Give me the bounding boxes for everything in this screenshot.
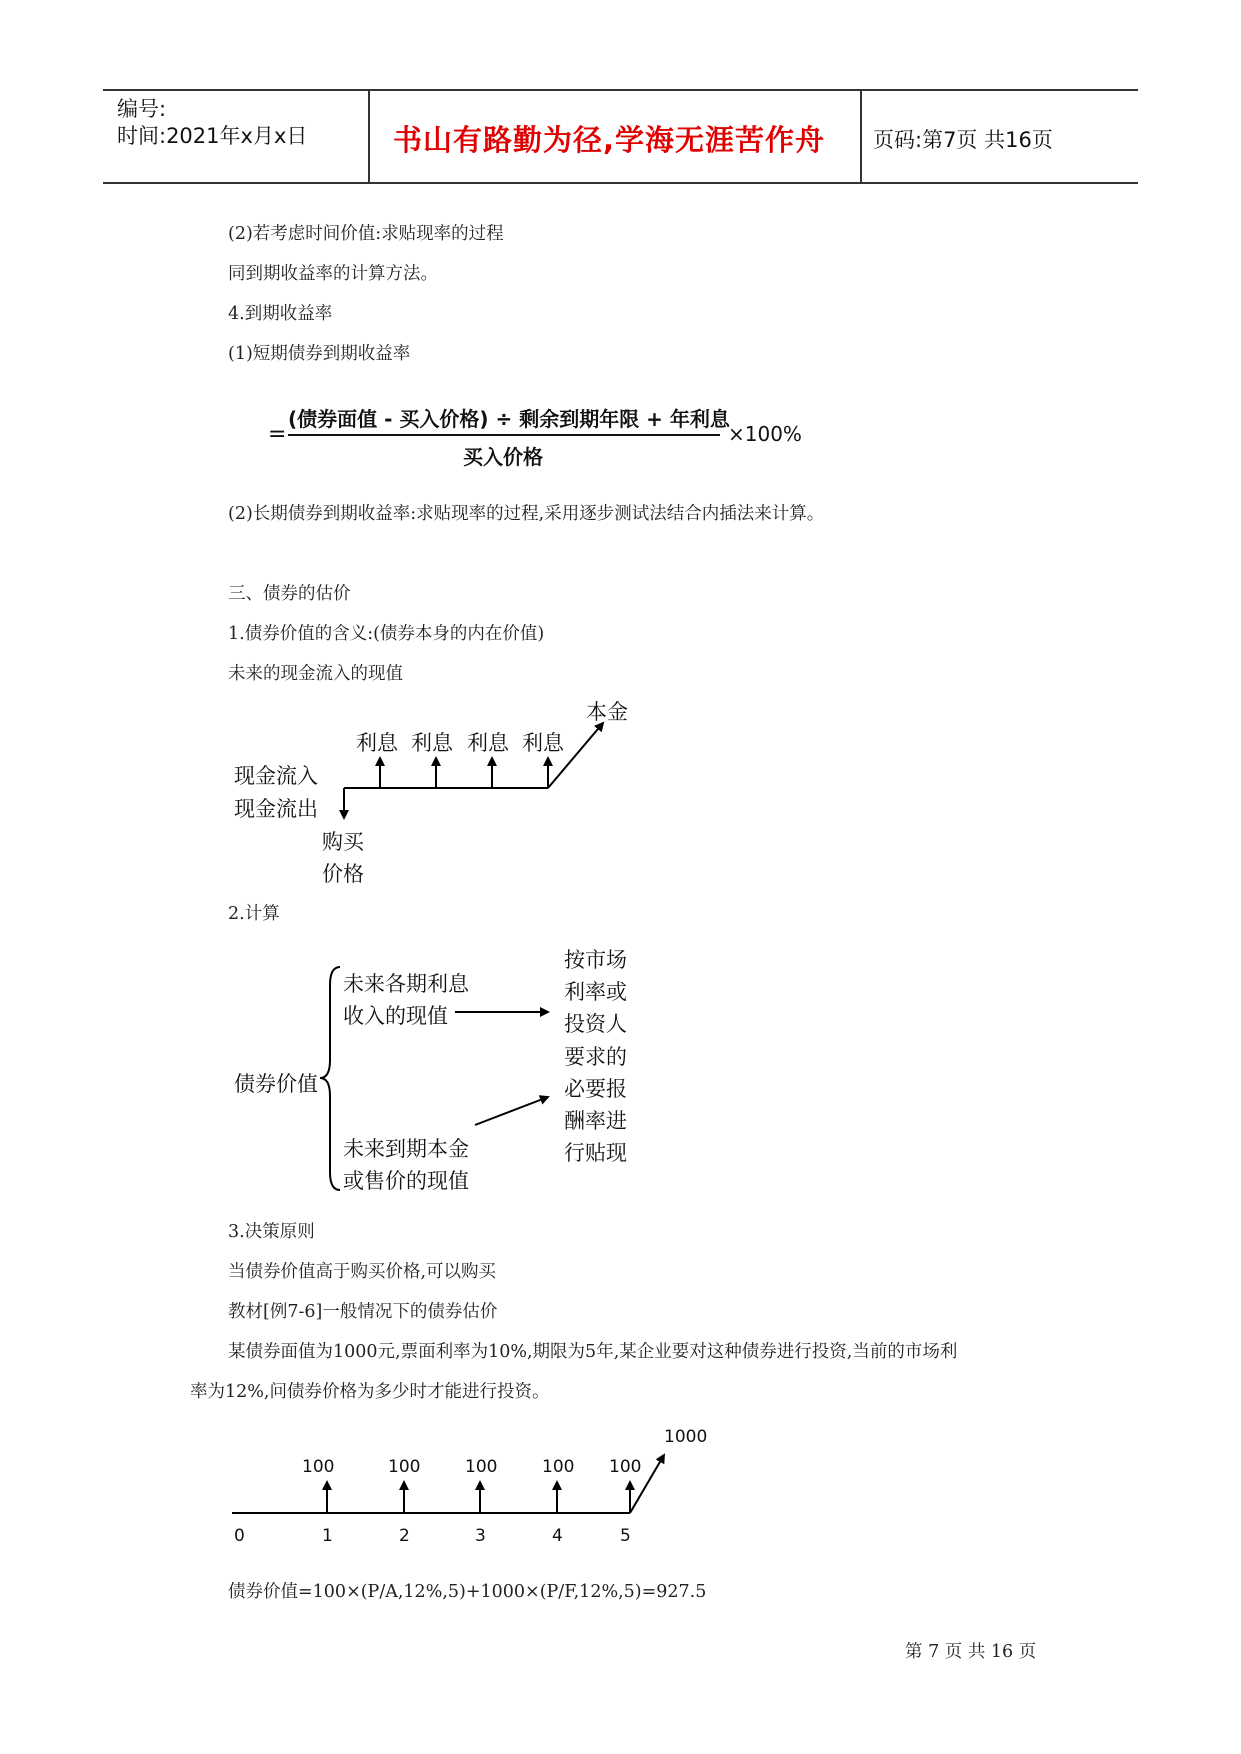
paragraph-time-value: (2)若考虑时间价值:求贴现率的过程 xyxy=(228,224,504,244)
header-page-label: 页码:第7页 共16页 xyxy=(873,128,1053,152)
timeline-tick-5: 5 xyxy=(620,1526,631,1546)
cashflow-interest-3: 利息 xyxy=(467,731,509,755)
formula-times-100: ×100% xyxy=(728,422,802,446)
formula-numerator: (债券面值 - 买入价格) ÷ 剩余到期年限 + 年利息 xyxy=(288,407,730,431)
timeline-tick-3: 3 xyxy=(475,1526,486,1546)
heading-short-term-yield: (1)短期债券到期收益率 xyxy=(228,344,411,364)
heading-decision-rule: 3.决策原则 xyxy=(228,1222,315,1242)
header-motto: 书山有路勤为径,学海无涯苦作舟 xyxy=(393,123,826,157)
valuation-bottom-line1: 未来到期本金 xyxy=(343,1137,469,1161)
cashflow-principal: 本金 xyxy=(586,700,628,724)
timeline-tick-2: 2 xyxy=(399,1526,410,1546)
cashflow-interest-4: 利息 xyxy=(522,731,564,755)
timeline-tick-4: 4 xyxy=(552,1526,563,1546)
valuation-left-label: 债券价值 xyxy=(234,1072,318,1096)
valuation-right-6: 酬率进 xyxy=(564,1109,627,1133)
paragraph-long-term-yield: (2)长期债券到期收益率:求贴现率的过程,采用逐步测试法结合内插法来计算。 xyxy=(228,504,825,524)
cashflow-interest-1: 利息 xyxy=(356,731,398,755)
valuation-right-3: 投资人 xyxy=(564,1012,627,1036)
timeline-payment-3: 100 xyxy=(465,1457,498,1477)
formula-equals: = xyxy=(268,422,287,447)
cashflow-interest-2: 利息 xyxy=(411,731,453,755)
timeline-payment-4: 100 xyxy=(542,1457,575,1477)
heading-calculation: 2.计算 xyxy=(228,904,280,924)
valuation-right-7: 行贴现 xyxy=(564,1141,627,1165)
cashflow-inflow-label: 现金流入 xyxy=(234,764,318,788)
valuation-top-line2: 收入的现值 xyxy=(343,1004,448,1028)
header-date-label: 时间:2021年x月x日 xyxy=(117,124,308,148)
valuation-bottom-line2: 或售价的现值 xyxy=(343,1169,469,1193)
cashflow-buy-line1: 购买 xyxy=(322,830,364,854)
cashflow-outflow-label: 现金流出 xyxy=(234,797,318,821)
paragraph-example-body-2: 率为12%,问债券价格为多少时才能进行投资。 xyxy=(190,1382,550,1402)
timeline-principal-1000: 1000 xyxy=(664,1427,708,1447)
header-number-label: 编号: xyxy=(117,97,167,121)
timeline-payment-1: 100 xyxy=(302,1457,335,1477)
timeline-payment-5: 100 xyxy=(609,1457,642,1477)
paragraph-bond-value-result: 债券价值=100×(P/A,12%,5)+1000×(P/F,12%,5)=927.5 xyxy=(228,1582,707,1602)
valuation-right-5: 必要报 xyxy=(564,1077,627,1101)
paragraph-example-body-1: 某债券面值为1000元,票面利率为10%,期限为5年,某企业要对这种债券进行投资,当前的市场利 xyxy=(228,1342,958,1362)
formula-denominator: 买入价格 xyxy=(463,445,543,469)
footer-page-number: 第 7 页 共 16 页 xyxy=(905,1642,1037,1662)
paragraph-buy-rule: 当债券价值高于购买价格,可以购买 xyxy=(228,1262,497,1282)
timeline-payment-2: 100 xyxy=(388,1457,421,1477)
valuation-right-1: 按市场 xyxy=(564,948,627,972)
heading-yield-to-maturity: 4.到期收益率 xyxy=(228,304,333,324)
valuation-right-4: 要求的 xyxy=(564,1045,627,1069)
valuation-top-line1: 未来各期利息 xyxy=(343,972,469,996)
paragraph-example-title: 教材[例7-6]一般情况下的债券估价 xyxy=(228,1302,498,1322)
timeline-tick-0: 0 xyxy=(234,1526,245,1546)
timeline-tick-1: 1 xyxy=(322,1526,333,1546)
valuation-right-2: 利率或 xyxy=(564,980,627,1004)
cashflow-buy-line2: 价格 xyxy=(322,862,364,886)
heading-bond-valuation: 三、债券的估价 xyxy=(228,584,351,604)
paragraph-bond-value-meaning: 1.债券价值的含义:(债券本身的内在价值) xyxy=(228,624,545,644)
paragraph-same-method: 同到期收益率的计算方法。 xyxy=(228,264,438,284)
paragraph-pv-cash-inflows: 未来的现金流入的现值 xyxy=(228,664,403,684)
